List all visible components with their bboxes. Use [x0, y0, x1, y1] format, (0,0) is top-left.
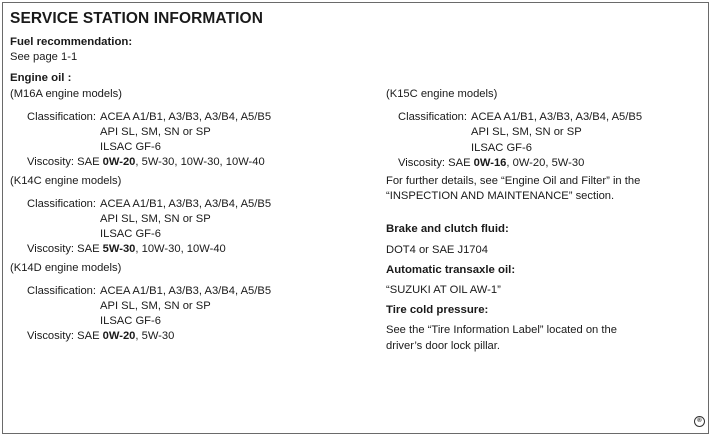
tire-pressure-heading: Tire cold pressure: [386, 304, 489, 317]
engine-oil-heading: Engine oil : [10, 72, 72, 85]
classification-value: ACEA A1/B1, A3/B3, A3/B4, A5/B5 [100, 284, 272, 297]
viscosity-k14c [10, 242, 370, 257]
classification-label: Classification: [398, 111, 468, 124]
transaxle-oil-value: “SUZUKI AT OIL AW-1” [386, 284, 501, 297]
viscosity-k14d [10, 329, 370, 344]
right-column [386, 87, 696, 354]
viscosity-alternatives: , 5W-30, 10W-30, 10W-40 [135, 156, 265, 169]
classification-label: Classification: [27, 197, 97, 210]
classification-value: API SL, SM, SN or SP [100, 213, 211, 226]
viscosity-recommended: 0W-16 [473, 156, 507, 169]
further-details-note-cont: “INSPECTION AND MAINTENANCE” section. [386, 190, 615, 203]
model-name-k15c: (K15C engine models) [386, 88, 498, 100]
viscosity-label: Viscosity: SAE [398, 156, 471, 169]
classification-k14c [10, 197, 370, 243]
brake-fluid-value: DOT4 or SAE J1704 [386, 243, 488, 256]
tire-pressure-text: See the “Tire Information Label” located on the [386, 324, 617, 337]
viscosity-k15c [386, 156, 696, 171]
classification-value: API SL, SM, SN or SP [100, 126, 211, 139]
classification-k15c [386, 110, 696, 156]
classification-value: ILSAC GF-6 [100, 228, 161, 241]
model-name-m16a: (M16A engine models) [10, 87, 122, 100]
viscosity-alternatives: , 5W-30 [135, 330, 175, 343]
further-details-note: For further details, see “Engine Oil and Filter” in the [386, 175, 641, 188]
fuel-page-reference: See page 1-1 [10, 51, 78, 64]
classification-value: ILSAC GF-6 [100, 141, 161, 154]
viscosity-label: Viscosity: SAE [27, 156, 100, 169]
model-name-k14d: (K14D engine models) [10, 261, 122, 274]
classification-m16a [10, 110, 370, 156]
classification-label: Classification: [27, 110, 97, 123]
classification-value: ACEA A1/B1, A3/B3, A3/B4, A5/B5 [471, 111, 643, 124]
transaxle-oil-heading: Automatic transaxle oil: [386, 263, 516, 276]
viscosity-alternatives: , 10W-30, 10W-40 [135, 243, 226, 256]
page-title: SERVICE STATION INFORMATION [10, 10, 264, 27]
tire-pressure-text-cont: driver’s door lock pillar. [386, 339, 500, 352]
registered-mark-icon: ® [694, 416, 705, 427]
classification-k14d [10, 284, 370, 330]
viscosity-recommended: 5W-30 [102, 243, 136, 256]
classification-value: ILSAC GF-6 [100, 315, 161, 328]
classification-value: ACEA A1/B1, A3/B3, A3/B4, A5/B5 [100, 110, 272, 123]
brake-fluid-heading: Brake and clutch fluid: [386, 223, 509, 236]
classification-value: API SL, SM, SN or SP [471, 126, 582, 139]
classification-label: Classification: [27, 284, 97, 297]
viscosity-recommended: 0W-20 [102, 156, 136, 169]
fuel-heading: Fuel recommendation: [10, 36, 133, 48]
viscosity-label: Viscosity: SAE [27, 243, 100, 256]
viscosity-alternatives: , 0W-20, 5W-30 [506, 156, 585, 169]
viscosity-recommended: 0W-20 [102, 330, 136, 343]
classification-value: ILSAC GF-6 [471, 141, 532, 154]
viscosity-label: Viscosity: SAE [27, 330, 100, 343]
classification-value: ACEA A1/B1, A3/B3, A3/B4, A5/B5 [100, 197, 272, 210]
classification-value: API SL, SM, SN or SP [100, 300, 211, 313]
viscosity-m16a [10, 155, 370, 170]
model-name-k14c: (K14C engine models) [10, 174, 122, 187]
left-column [10, 35, 370, 345]
